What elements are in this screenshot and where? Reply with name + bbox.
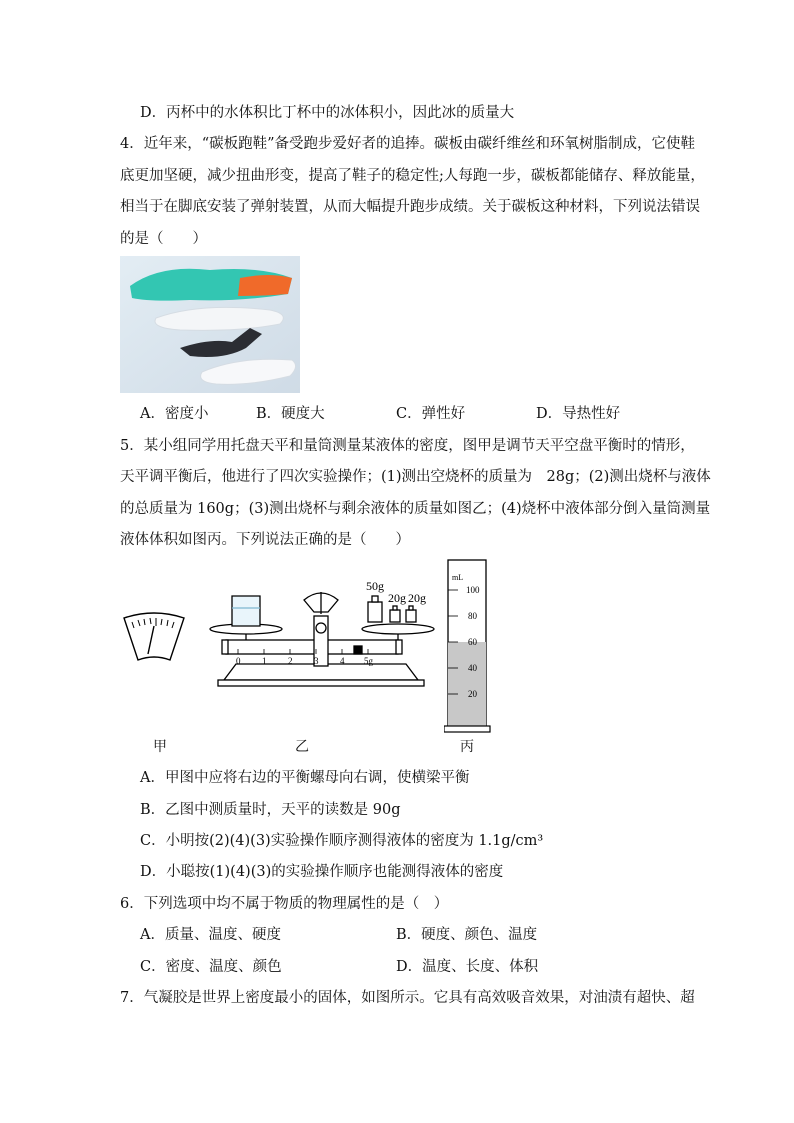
ruler-tick-4: 4 bbox=[340, 656, 345, 666]
caption-jia: 甲 bbox=[153, 739, 167, 755]
q5-stem-line-3: 的总质量为 160g；(3)测出烧杯与剩余液体的质量如图乙；(4)烧杯中液体部分倒入量筒测量 bbox=[120, 501, 711, 517]
ruler-tick-5g: 5g bbox=[364, 656, 373, 666]
weight-label-20g-a: 20g bbox=[388, 591, 406, 605]
q5-stem-line-4: 液体体积如图丙。下列说法正确的是（ ） bbox=[120, 532, 410, 548]
caption-yi: 乙 bbox=[295, 739, 309, 755]
q5-option-a: A．甲图中应将右边的平衡螺母向右调，使横梁平衡 bbox=[140, 770, 470, 786]
cyl-tick-20: 20 bbox=[468, 689, 477, 699]
cyl-tick-100: 100 bbox=[466, 585, 480, 595]
q5-option-c: C．小明按(2)(4)(3)实验操作顺序测得液体的密度为 1.1g/cm³ bbox=[140, 833, 544, 849]
q3-option-d: D．丙杯中的水体积比丁杯中的冰体积小，因此冰的质量大 bbox=[140, 105, 515, 121]
cyl-tick-40: 40 bbox=[468, 663, 477, 673]
weight-label-20g-b: 20g bbox=[408, 591, 426, 605]
balance-yi bbox=[210, 592, 434, 686]
ruler-tick-1: 1 bbox=[262, 656, 267, 666]
ruler-tick-0: 0 bbox=[236, 656, 241, 666]
carbon-plate-shoe-image bbox=[120, 256, 300, 393]
q4-option-b: B．硬度大 bbox=[256, 406, 325, 422]
q4-stem-line-3: 相当于在脚底安装了弹射装置，从而大幅提升跑步成绩。关于碳板这种材料，下列说法错误 bbox=[120, 199, 700, 215]
q4-stem-line-2: 底更加坚硬，减少扭曲形变，提高了鞋子的稳定性;人每跑一步，碳板都能储存、释放能量， bbox=[120, 168, 705, 184]
q5-option-b: B．乙图中测质量时，天平的读数是 90g bbox=[140, 802, 401, 818]
q4-option-c: C．弹性好 bbox=[396, 406, 466, 422]
q4-option-d: D．导热性好 bbox=[536, 406, 621, 422]
q7-stem: 7．气凝胶是世界上密度最小的固体，如图所示。它具有高效吸音效果，对油渍有超快、超 bbox=[120, 990, 695, 1006]
measuring-cylinder bbox=[444, 556, 494, 736]
weight-label-50g: 50g bbox=[366, 579, 384, 593]
cylinder-unit: mL bbox=[452, 573, 464, 582]
q6-stem: 6．下列选项中均不属于物质的物理属性的是（ ） bbox=[120, 896, 449, 912]
q6-option-b: B．硬度、颜色、温度 bbox=[396, 927, 538, 943]
cyl-tick-80: 80 bbox=[468, 611, 477, 621]
balance-dial-jia bbox=[124, 613, 184, 660]
caption-bing: 丙 bbox=[460, 739, 474, 755]
cyl-tick-60: 60 bbox=[468, 637, 477, 647]
ruler-tick-3: 3 bbox=[314, 656, 319, 666]
q6-option-d: D．温度、长度、体积 bbox=[396, 959, 539, 975]
q4-stem-line-4: 的是（ ） bbox=[120, 231, 207, 247]
q4-option-a: A．密度小 bbox=[140, 406, 209, 422]
q5-stem-line-1: 5．某小组同学用托盘天平和量筒测量某液体的密度，图甲是调节天平空盘平衡时的情形， bbox=[120, 438, 695, 454]
q5-option-d: D．小聪按(1)(4)(3)的实验操作顺序也能测得液体的密度 bbox=[140, 864, 504, 880]
q5-stem-line-2: 天平调平衡后，他进行了四次实验操作；(1)测出空烧杯的质量为 28g；(2)测出烧杯与液体 bbox=[120, 469, 711, 485]
q6-option-c: C．密度、温度、颜色 bbox=[140, 959, 282, 975]
q6-option-a: A．质量、温度、硬度 bbox=[140, 927, 281, 943]
ruler-tick-2: 2 bbox=[288, 656, 293, 666]
balance-figure bbox=[118, 556, 498, 736]
q4-stem-line-1: 4．近年来，“碳板跑鞋”备受跑步爱好者的追捧。碳板由碳纤维丝和环氧树脂制成，它使鞋 bbox=[120, 136, 696, 152]
